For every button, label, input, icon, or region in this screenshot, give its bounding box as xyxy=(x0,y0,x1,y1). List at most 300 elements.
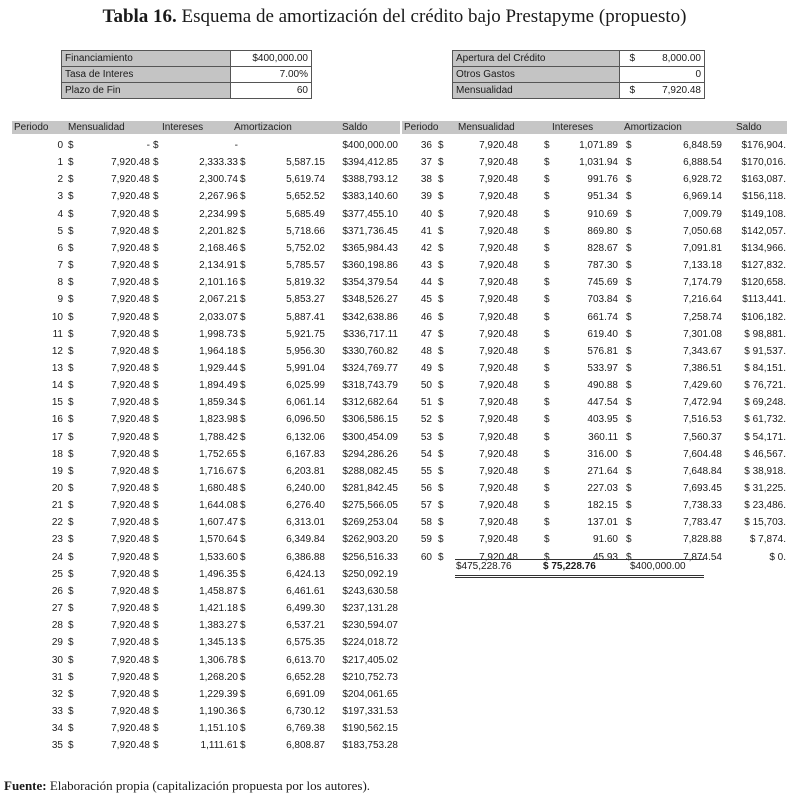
header-amortizacion: Amortizacion xyxy=(624,122,682,133)
cell-periodo: 57 xyxy=(420,500,432,512)
header-periodo: Periodo xyxy=(404,122,439,133)
table-row xyxy=(12,395,402,412)
cell-periodo: 59 xyxy=(420,534,432,546)
table-row xyxy=(12,550,402,567)
cell-periodo: 1 xyxy=(57,157,63,169)
cell-saldo: $300,454.09 xyxy=(342,431,398,443)
cell-periodo: 33 xyxy=(51,705,63,717)
cell-amortizacion: 7,560.37 xyxy=(683,431,722,443)
cell-mensualidad: 7,920.48 xyxy=(111,568,150,580)
cell-currency: $ xyxy=(68,397,74,409)
table-row xyxy=(12,430,402,447)
cell-currency: $ xyxy=(626,483,632,494)
cell-currency: $ xyxy=(153,517,159,529)
source-label: Fuente: xyxy=(4,778,47,793)
cell-saldo: $210,752.73 xyxy=(342,671,398,683)
table-row xyxy=(12,378,402,395)
cell-intereses: 1,680.48 xyxy=(199,483,238,494)
cell-mensualidad: 7,920.48 xyxy=(111,191,150,203)
cell-currency: $ xyxy=(68,260,74,272)
cell-saldo: $ 7,874. xyxy=(749,534,786,546)
cell-periodo: 23 xyxy=(51,534,63,546)
cell-intereses: 227.03 xyxy=(587,483,618,494)
params-row xyxy=(62,51,312,67)
cell-currency: $ xyxy=(544,431,550,443)
table-row xyxy=(402,344,787,361)
cell-periodo: 42 xyxy=(420,242,432,254)
cell-currency: $ xyxy=(438,500,444,512)
cell-mensualidad: 7,920.48 xyxy=(111,414,150,426)
cell-intereses: 661.74 xyxy=(587,311,618,323)
cell-currency: $ xyxy=(438,140,444,151)
cell-amortizacion: 7,133.18 xyxy=(683,260,722,272)
cell-mensualidad: 7,920.48 xyxy=(111,637,150,649)
cell-saldo: $217,405.02 xyxy=(342,654,398,666)
cell-currency: $ xyxy=(438,517,444,529)
table-row xyxy=(402,241,787,258)
cell-saldo: $ 98,881. xyxy=(744,328,786,340)
cell-saldo: $142,057. xyxy=(741,225,786,237)
cell-periodo: 40 xyxy=(420,208,432,220)
cell-mensualidad: 7,920.48 xyxy=(479,277,518,289)
table-title-text: Esquema de amortización del crédito bajo Prestapyme (propuesto) xyxy=(176,6,687,27)
table-row xyxy=(402,412,787,429)
cell-currency: $ xyxy=(153,431,159,443)
cell-saldo: $294,286.26 xyxy=(342,448,398,460)
cell-amortizacion: 6,769.38 xyxy=(286,723,325,735)
cell-currency: $ xyxy=(240,603,246,615)
cell-mensualidad: 7,920.48 xyxy=(479,225,518,237)
cell-intereses: 619.40 xyxy=(587,328,618,340)
cell-saldo: $ 46,567. xyxy=(744,448,786,460)
cell-periodo: 56 xyxy=(420,483,432,494)
table-row xyxy=(402,189,787,206)
cell-intereses: 1,929.44 xyxy=(199,362,238,374)
cell-currency: $ xyxy=(68,277,74,289)
table-row xyxy=(402,224,787,241)
cell-periodo: 48 xyxy=(420,345,432,357)
cell-intereses: 2,300.74 xyxy=(199,174,238,186)
param-label: Apertura del Crédito xyxy=(453,51,620,67)
cell-amortizacion: 6,424.13 xyxy=(286,568,325,580)
cell-intereses: 2,333.33 xyxy=(199,157,238,169)
cell-currency: $ xyxy=(240,483,246,494)
cell-intereses: - xyxy=(234,140,238,151)
cell-currency: $ xyxy=(153,705,159,717)
cell-currency: $ xyxy=(438,277,444,289)
cell-saldo: $288,082.45 xyxy=(342,465,398,477)
cell-currency: $ xyxy=(626,260,632,272)
cell-saldo: $ 84,151. xyxy=(744,362,786,374)
cell-currency: $ xyxy=(240,568,246,580)
cell-intereses: 91.60 xyxy=(592,534,618,546)
cell-amortizacion: 6,461.61 xyxy=(286,585,325,597)
table-title xyxy=(0,6,789,28)
cell-currency: $ xyxy=(240,328,246,340)
cell-intereses: 991.76 xyxy=(587,174,618,186)
cell-saldo: $ 76,721. xyxy=(744,380,786,392)
cell-periodo: 58 xyxy=(420,517,432,529)
cell-currency: $ xyxy=(153,208,159,220)
cell-saldo: $262,903.20 xyxy=(342,534,398,546)
cell-intereses: 1,306.78 xyxy=(199,654,238,666)
cell-mensualidad: 7,920.48 xyxy=(111,157,150,169)
cell-periodo: 53 xyxy=(420,431,432,443)
cell-mensualidad: 7,920.48 xyxy=(479,345,518,357)
table-row xyxy=(12,601,402,618)
cell-currency: $ xyxy=(68,723,74,735)
cell-currency: $ xyxy=(438,431,444,443)
cell-intereses: 1,268.20 xyxy=(199,671,238,683)
cell-currency: $ xyxy=(153,191,159,203)
cell-periodo: 7 xyxy=(57,260,63,272)
cell-periodo: 9 xyxy=(57,294,63,306)
cell-intereses: 1,964.18 xyxy=(199,345,238,357)
cell-amortizacion: 5,718.66 xyxy=(286,225,325,237)
cell-currency: $ xyxy=(240,723,246,735)
cell-mensualidad: 7,920.48 xyxy=(111,277,150,289)
cell-currency: $ xyxy=(153,637,159,649)
param-value: 7.00% xyxy=(231,67,312,83)
cell-mensualidad: 7,920.48 xyxy=(479,397,518,409)
cell-currency: $ xyxy=(544,328,550,340)
cell-mensualidad: 7,920.48 xyxy=(479,534,518,546)
header-amortizacion: Amortizacion xyxy=(234,122,292,133)
cell-saldo: $170,016. xyxy=(741,157,786,169)
header-mensualidad: Mensualidad xyxy=(68,122,125,133)
table-row xyxy=(12,447,402,464)
table-row xyxy=(12,481,402,498)
cell-currency: $ xyxy=(626,517,632,529)
cell-amortizacion: 7,174.79 xyxy=(683,277,722,289)
table-row xyxy=(12,653,402,670)
cell-mensualidad: 7,920.48 xyxy=(111,551,150,563)
cell-currency: $ xyxy=(626,551,632,563)
cell-periodo: 28 xyxy=(51,620,63,632)
cell-currency: $ xyxy=(240,414,246,426)
param-value: 7,920.48 xyxy=(638,83,705,99)
cell-currency: $ xyxy=(153,654,159,666)
cell-currency: $ xyxy=(240,431,246,443)
cell-periodo: 32 xyxy=(51,688,63,700)
params-row xyxy=(453,67,705,83)
cell-currency: $ xyxy=(153,483,159,494)
cell-currency: $ xyxy=(153,277,159,289)
cell-periodo: 50 xyxy=(420,380,432,392)
cell-currency: $ xyxy=(153,603,159,615)
cell-amortizacion: 6,349.84 xyxy=(286,534,325,546)
cell-currency: $ xyxy=(68,362,74,374)
cell-currency: $ xyxy=(68,140,74,151)
cell-currency: $ xyxy=(68,414,74,426)
param-currency xyxy=(620,67,639,83)
table-row xyxy=(402,481,787,498)
params-row xyxy=(453,83,705,99)
cell-amortizacion: 7,258.74 xyxy=(683,311,722,323)
cell-currency: $ xyxy=(626,448,632,460)
cell-intereses: 271.64 xyxy=(587,465,618,477)
cell-currency: $ xyxy=(626,311,632,323)
cell-currency: $ xyxy=(438,345,444,357)
cell-intereses: 1,823.98 xyxy=(199,414,238,426)
table-row xyxy=(12,292,402,309)
cell-currency: $ xyxy=(153,414,159,426)
cell-currency: $ xyxy=(153,157,159,169)
cell-currency: $ xyxy=(153,294,159,306)
cell-amortizacion: 5,685.49 xyxy=(286,208,325,220)
cell-intereses: 403.95 xyxy=(587,414,618,426)
cell-mensualidad: 7,920.48 xyxy=(479,260,518,272)
param-currency: $ xyxy=(620,51,639,67)
cell-amortizacion: 6,848.59 xyxy=(683,140,722,151)
cell-saldo: $230,594.07 xyxy=(342,620,398,632)
cell-intereses: 703.84 xyxy=(587,294,618,306)
cell-currency: $ xyxy=(240,345,246,357)
cell-amortizacion: 7,343.67 xyxy=(683,345,722,357)
cell-intereses: 447.54 xyxy=(587,397,618,409)
header-saldo: Saldo xyxy=(342,122,368,133)
cell-currency: $ xyxy=(153,448,159,460)
cell-currency: $ xyxy=(240,397,246,409)
cell-currency: $ xyxy=(626,500,632,512)
cell-mensualidad: 7,920.48 xyxy=(111,431,150,443)
cell-periodo: 5 xyxy=(57,225,63,237)
cell-amortizacion: 6,167.83 xyxy=(286,448,325,460)
cell-intereses: 533.97 xyxy=(587,362,618,374)
cell-periodo: 20 xyxy=(51,483,63,494)
cell-saldo: $ 15,703. xyxy=(744,517,786,529)
cell-currency: $ xyxy=(626,277,632,289)
header-row-left xyxy=(12,121,400,134)
cell-saldo: $318,743.79 xyxy=(342,380,398,392)
table-row xyxy=(12,498,402,515)
cell-currency: $ xyxy=(626,465,632,477)
cell-periodo: 8 xyxy=(57,277,63,289)
cell-saldo: $ 31,225. xyxy=(744,483,786,494)
table-row xyxy=(12,532,402,549)
cell-mensualidad: 7,920.48 xyxy=(479,157,518,169)
cell-amortizacion: 7,783.47 xyxy=(683,517,722,529)
cell-intereses: 951.34 xyxy=(587,191,618,203)
cell-currency: $ xyxy=(544,517,550,529)
cell-periodo: 14 xyxy=(51,380,63,392)
cell-intereses: 1,716.67 xyxy=(199,465,238,477)
cell-periodo: 26 xyxy=(51,585,63,597)
cell-saldo: $324,769.77 xyxy=(342,362,398,374)
cell-currency: $ xyxy=(153,671,159,683)
cell-amortizacion: 7,738.33 xyxy=(683,500,722,512)
cell-mensualidad: 7,920.48 xyxy=(479,208,518,220)
cell-intereses: 1,071.89 xyxy=(579,140,618,151)
cell-amortizacion: 6,132.06 xyxy=(286,431,325,443)
cell-amortizacion: 7,091.81 xyxy=(683,242,722,254)
cell-currency: $ xyxy=(240,362,246,374)
cell-amortizacion: 6,969.14 xyxy=(683,191,722,203)
cell-mensualidad: - xyxy=(146,140,150,151)
cell-mensualidad: 7,920.48 xyxy=(479,500,518,512)
cell-mensualidad: 7,920.48 xyxy=(479,517,518,529)
params-left-table xyxy=(61,50,312,99)
cell-intereses: 1,752.65 xyxy=(199,448,238,460)
cell-saldo: $371,736.45 xyxy=(342,225,398,237)
cell-currency: $ xyxy=(438,294,444,306)
source-text: Elaboración propia (capitalización propuesta por los autores). xyxy=(46,778,371,793)
cell-periodo: 22 xyxy=(51,517,63,529)
cell-currency: $ xyxy=(438,483,444,494)
cell-saldo: $ 54,171. xyxy=(744,431,786,443)
cell-currency: $ xyxy=(68,345,74,357)
cell-intereses: 45.93 xyxy=(592,551,618,563)
cell-currency: $ xyxy=(626,397,632,409)
cell-currency: $ xyxy=(68,294,74,306)
cell-periodo: 51 xyxy=(420,397,432,409)
cell-currency: $ xyxy=(153,688,159,700)
cell-currency: $ xyxy=(240,551,246,563)
cell-mensualidad: 7,920.48 xyxy=(111,483,150,494)
cell-periodo: 10 xyxy=(51,311,63,323)
cell-currency: $ xyxy=(240,465,246,477)
cell-currency: $ xyxy=(626,208,632,220)
table-row xyxy=(12,138,402,155)
cell-intereses: 1,894.49 xyxy=(199,380,238,392)
cell-saldo: $354,379.54 xyxy=(342,277,398,289)
cell-intereses: 1,421.18 xyxy=(199,603,238,615)
cell-amortizacion: 5,785.57 xyxy=(286,260,325,272)
cell-amortizacion: 6,096.50 xyxy=(286,414,325,426)
cell-currency: $ xyxy=(240,534,246,546)
cell-intereses: 910.69 xyxy=(587,208,618,220)
cell-currency: $ xyxy=(153,740,159,752)
cell-saldo: $190,562.15 xyxy=(342,723,398,735)
cell-currency: $ xyxy=(153,140,159,151)
cell-intereses: 2,267.96 xyxy=(199,191,238,203)
params-row xyxy=(453,51,705,67)
cell-mensualidad: 7,920.48 xyxy=(111,225,150,237)
cell-currency: $ xyxy=(438,414,444,426)
cell-amortizacion: 5,652.52 xyxy=(286,191,325,203)
cell-saldo: $ 91,537. xyxy=(744,345,786,357)
cell-periodo: 41 xyxy=(420,225,432,237)
param-label: Tasa de Interes xyxy=(62,67,231,83)
cell-intereses: 2,134.91 xyxy=(199,260,238,272)
cell-intereses: 1,788.42 xyxy=(199,431,238,443)
table-row xyxy=(402,207,787,224)
cell-amortizacion: 6,499.30 xyxy=(286,603,325,615)
cell-currency: $ xyxy=(68,568,74,580)
table-row xyxy=(12,344,402,361)
cell-mensualidad: 7,920.48 xyxy=(111,362,150,374)
cell-intereses: 1,345.13 xyxy=(199,637,238,649)
table-row xyxy=(12,567,402,584)
table-row xyxy=(12,618,402,635)
table-row xyxy=(12,241,402,258)
cell-intereses: 182.15 xyxy=(587,500,618,512)
cell-periodo: 46 xyxy=(420,311,432,323)
cell-currency: $ xyxy=(240,585,246,597)
table-row xyxy=(402,395,787,412)
cell-intereses: 787.30 xyxy=(587,260,618,272)
cell-saldo: $383,140.60 xyxy=(342,191,398,203)
cell-periodo: 16 xyxy=(51,414,63,426)
cell-amortizacion: 6,276.40 xyxy=(286,500,325,512)
cell-currency: $ xyxy=(240,740,246,752)
cell-mensualidad: 7,920.48 xyxy=(479,140,518,151)
cell-amortizacion: 5,619.74 xyxy=(286,174,325,186)
cell-periodo: 6 xyxy=(57,242,63,254)
table-row xyxy=(402,155,787,172)
cell-mensualidad: 7,920.48 xyxy=(111,242,150,254)
total-mensualidad: $475,228.76 xyxy=(456,561,512,572)
cell-currency: $ xyxy=(153,225,159,237)
cell-saldo: $224,018.72 xyxy=(342,637,398,649)
cell-amortizacion xyxy=(240,138,325,153)
amortization-table-right xyxy=(402,138,787,563)
cell-intereses: 2,168.46 xyxy=(199,242,238,254)
cell-currency: $ xyxy=(626,328,632,340)
cell-intereses: 1,031.94 xyxy=(579,157,618,169)
cell-currency: $ xyxy=(153,723,159,735)
cell-amortizacion: 7,301.08 xyxy=(683,328,722,340)
cell-saldo: $394,412.85 xyxy=(342,157,398,169)
table-row xyxy=(12,584,402,601)
cell-periodo: 15 xyxy=(51,397,63,409)
totals-row xyxy=(455,559,704,578)
cell-saldo: $106,182. xyxy=(741,311,786,323)
cell-currency: $ xyxy=(438,448,444,460)
cell-intereses: 1,644.08 xyxy=(199,500,238,512)
cell-currency: $ xyxy=(240,380,246,392)
cell-periodo: 37 xyxy=(420,157,432,169)
cell-currency: $ xyxy=(240,654,246,666)
cell-mensualidad: 7,920.48 xyxy=(479,328,518,340)
cell-mensualidad: 7,920.48 xyxy=(111,311,150,323)
cell-currency: $ xyxy=(544,380,550,392)
cell-currency: $ xyxy=(626,174,632,186)
cell-currency: $ xyxy=(626,191,632,203)
cell-periodo: 30 xyxy=(51,654,63,666)
table-row xyxy=(12,327,402,344)
cell-currency: $ xyxy=(68,225,74,237)
cell-saldo: $306,586.15 xyxy=(342,414,398,426)
table-title-label: Tabla 16. xyxy=(102,6,177,27)
cell-mensualidad: 7,920.48 xyxy=(479,431,518,443)
cell-saldo: $400,000.00 xyxy=(342,140,398,151)
cell-saldo: $163,087. xyxy=(741,174,786,186)
cell-periodo: 2 xyxy=(57,174,63,186)
amortization-table-left xyxy=(12,138,402,754)
cell-intereses: 316.00 xyxy=(587,448,618,460)
cell-periodo: 60 xyxy=(420,551,432,563)
cell-saldo: $113,441. xyxy=(742,294,786,306)
param-label: Financiamiento xyxy=(62,51,231,67)
cell-mensualidad: 7,920.48 xyxy=(479,311,518,323)
cell-currency: $ xyxy=(68,740,74,752)
cell-periodo: 47 xyxy=(420,328,432,340)
cell-currency: $ xyxy=(153,568,159,580)
table-row xyxy=(12,635,402,652)
cell-currency: $ xyxy=(544,534,550,546)
cell-periodo: 25 xyxy=(51,568,63,580)
cell-periodo: 4 xyxy=(57,208,63,220)
cell-amortizacion: 7,009.79 xyxy=(683,208,722,220)
param-label: Mensualidad xyxy=(453,83,620,99)
table-row xyxy=(402,327,787,344)
cell-amortizacion: 5,956.30 xyxy=(286,345,325,357)
cell-periodo: 11 xyxy=(52,328,63,340)
cell-amortizacion: 7,604.48 xyxy=(683,448,722,460)
param-value: 0 xyxy=(638,67,705,83)
cell-currency: $ xyxy=(544,551,550,563)
